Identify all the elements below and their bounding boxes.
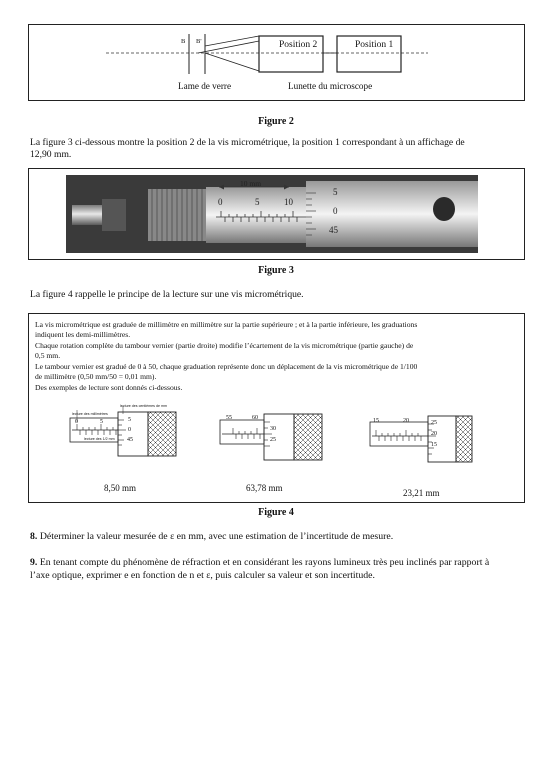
lock-collar [102, 199, 126, 231]
box4-line-2: indiquent les demi-millimètres. [35, 330, 131, 339]
ray-bottom [205, 53, 259, 71]
ex3-d15: 15 [431, 442, 437, 448]
ex2-value: 63,78 mm [246, 483, 283, 493]
figure2-diagram [28, 24, 525, 101]
ex1-t5: 5 [100, 419, 103, 425]
q9-line1: En tenant compte du phénomène de réfraction et en considérant les rayons lumineux très peu inclinés par rapport à [39, 557, 490, 568]
intro-fig3-line1: La figure 3 ci-dessous montre la position 2 de la vis micrométrique, la position 1 correspondant à un affichage de [30, 137, 465, 148]
ex2-d25: 25 [270, 437, 276, 443]
box4-line-7: Des exemples de lecture sont donnés ci-dessous. [35, 383, 183, 392]
box4-line-6: de millimètre (0,50 mm/50 = 0,01 mm). [35, 372, 157, 381]
example3-diagram [368, 412, 474, 474]
ex2-d30: 30 [270, 426, 276, 432]
figure2-caption: Figure 2 [258, 116, 294, 127]
figure3-caption: Figure 3 [258, 265, 294, 276]
figure3-photo [66, 175, 478, 253]
label-b-prime: B' [196, 38, 202, 45]
ex1-value: 8,50 mm [104, 483, 137, 493]
question-9 [30, 556, 530, 569]
ex3-t20: 20 [403, 418, 409, 424]
box4-line-5: Le tambour vernier est gradué de 0 à 50, chaque graduation représente donc un déplacement de la vis micrométrique de 1/100 [35, 362, 418, 371]
position2-label: Position 2 [279, 40, 318, 50]
ex2-t60: 60 [252, 415, 258, 421]
fig3-scale-label: 10 mm [240, 179, 262, 188]
ex2-t55: 55 [226, 415, 232, 421]
fig3-tick-10: 10 [284, 197, 293, 207]
ex3-d25: 25 [431, 420, 437, 426]
fig3-drum-0: 0 [333, 206, 338, 216]
ex1-label-half: lecture des 1/2 mm [84, 437, 115, 441]
ex1-t0: 0 [75, 419, 78, 425]
question-9-line2: l’axe optique, exprimer e en fonction de n et ε, puis calculer sa valeur et son incertitude. [30, 570, 375, 581]
ex3-t15: 15 [373, 418, 379, 424]
fig3-drum-5: 5 [333, 187, 338, 197]
spindle [72, 205, 102, 225]
box4-line-4: 0,5 mm. [35, 351, 61, 360]
ex1-label-dec: lecture des centièmes de mm [120, 404, 167, 408]
lame-label: Lame de verre [178, 81, 232, 91]
label-b: B [181, 38, 186, 45]
intro-fig4: La figure 4 rappelle le principe de la lecture sur une vis micrométrique. [30, 289, 304, 300]
ray-mid [198, 41, 259, 53]
fig3-tick-0: 0 [218, 197, 223, 207]
figure4-caption: Figure 4 [258, 507, 294, 518]
ex3-value: 23,21 mm [403, 488, 440, 498]
intro-fig3-line2: 12,90 mm. [30, 149, 72, 160]
fig3-drum-45: 45 [329, 225, 338, 235]
fig3-tick-5: 5 [255, 197, 260, 207]
ex1-d45: 45 [127, 437, 133, 443]
question-8 [30, 530, 393, 543]
q8-number: 8. [30, 531, 38, 542]
q9-number: 9. [30, 557, 38, 568]
ex1-d0: 0 [128, 427, 131, 433]
position1-label: Position 1 [355, 40, 394, 50]
box4-line-3: Chaque rotation complète du tambour vernier (partie droite) modifie l’écartement de la vis micrométrique (partie gauche) de [35, 341, 414, 350]
q8-text: Déterminer la valeur mesurée de ε en mm, avec une estimation de l’incertitude de mesure. [39, 531, 394, 542]
ray-top [205, 36, 259, 46]
ex3-d20: 20 [431, 431, 437, 437]
ex1-d5: 5 [128, 417, 131, 423]
box4-line-1: La vis micrométrique est graduée de millimètre en millimètre sur la partie supérieure ; et à la partie inférieure, les graduations [35, 320, 418, 329]
thimble-hole [433, 197, 455, 221]
ex1-label-mm: lecture des millimètres [72, 412, 108, 416]
lunette-label: Lunette du microscope [288, 81, 373, 91]
